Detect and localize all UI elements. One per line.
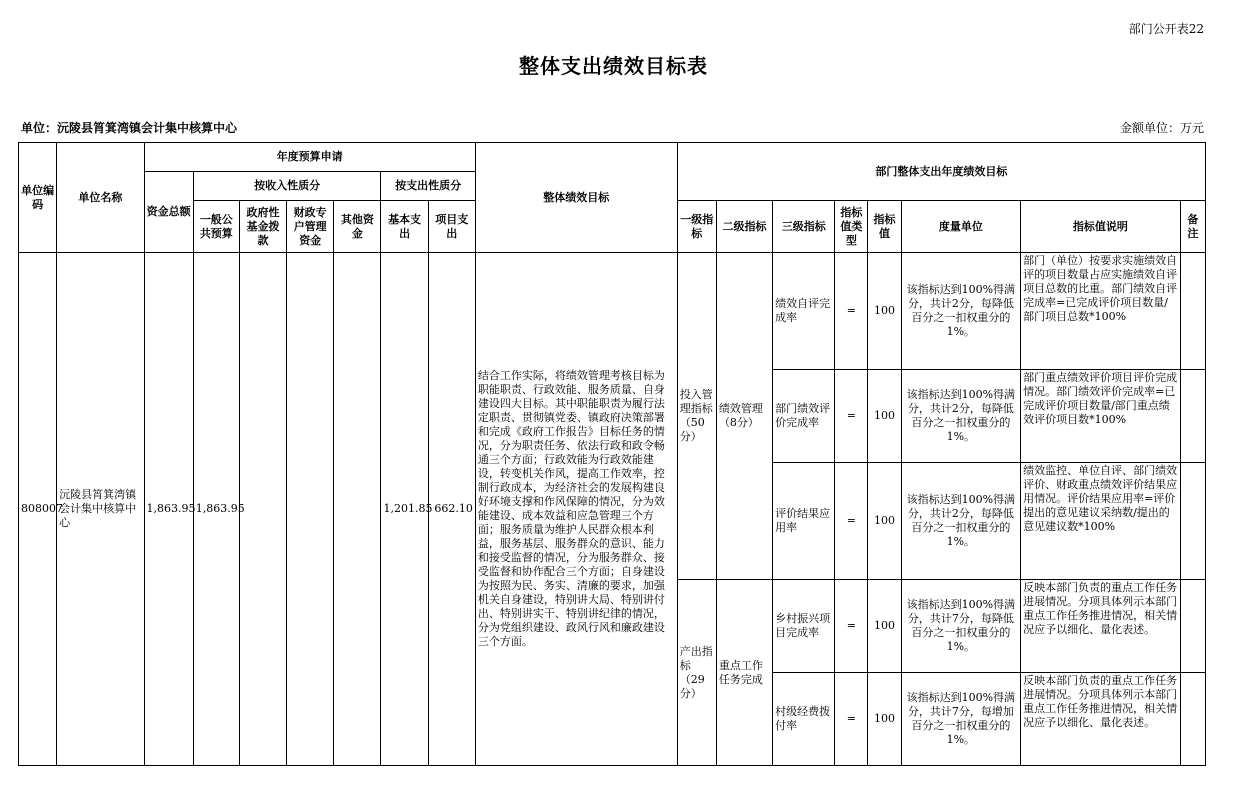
value-type-cell: =: [835, 673, 868, 766]
header-total-funds: 资金总额: [144, 172, 193, 253]
value-cell: 100: [868, 580, 901, 673]
level3-cell: 绩效自评完成率: [773, 253, 835, 370]
remark-cell: [1180, 673, 1205, 766]
value-cell: 100: [868, 673, 901, 766]
remark-cell: [1180, 463, 1205, 580]
performance-table: [18, 142, 1206, 766]
unit-name-cell: 沅陵县筲箕湾镇会计集中核算中心: [57, 253, 144, 766]
remark-cell: [1180, 253, 1205, 370]
table-row: [19, 253, 1206, 370]
header-annual-budget: 年度预算申请: [144, 143, 475, 172]
other-fund-cell: [334, 253, 381, 766]
general-budget-cell: 1,863.95: [193, 253, 239, 766]
header-by-expense: 按支出性质分: [381, 172, 475, 201]
header-other-fund: 其他资金: [334, 201, 381, 253]
header-gov-fund: 政府性基金拨款: [239, 201, 286, 253]
project-expense-cell: 662.10: [428, 253, 475, 766]
value-type-cell: =: [835, 580, 868, 673]
measure-cell: 该指标达到100%得满分，共计2分，每降低百分之一扣权重分的1%。: [901, 253, 1021, 370]
value-type-cell: =: [835, 253, 868, 370]
header-level3: 三级指标: [773, 201, 835, 253]
table-code: 部门公开表22: [1128, 22, 1204, 36]
measure-cell: 该指标达到100%得满分，共计7分，每降低百分之一扣权重分的1%。: [901, 580, 1021, 673]
header-overall-goal: 整体绩效目标: [475, 143, 677, 253]
value-desc-cell: 反映本部门负责的重点工作任务进展情况。分项具体列示本部门重点工作任务推进情况，相关情况应予以细化、量化表述。: [1023, 674, 1178, 729]
remark-cell: [1180, 580, 1205, 673]
total-funds-cell: 1,863.95: [144, 253, 193, 766]
gov-fund-cell: [239, 253, 286, 766]
value-desc-cell: 部门重点绩效评价项目评价完成情况。部门绩效评价完成率=已完成评价项目数量/部门重点绩效评价项目数*100%: [1023, 371, 1178, 426]
money-unit-label: 金额单位：万元: [1119, 121, 1204, 135]
unit-code-cell: 808007: [19, 253, 57, 766]
header-measure-unit: 度量单位: [901, 201, 1021, 253]
header-general-budget: 一般公共预算: [193, 201, 239, 253]
value-desc-cell: 绩效监控、单位自评、部门绩效评价、财政重点绩效评价结果应用情况。评价结果应用率=评价提出的意见建议采纳数/提出的意见建议数*100%: [1023, 464, 1178, 533]
measure-cell: 该指标达到100%得满分，共计2分，每降低百分之一扣权重分的1%。: [901, 370, 1021, 463]
header-unit-name: 单位名称: [57, 143, 144, 253]
value-type-cell: =: [835, 463, 868, 580]
header-by-income: 按收入性质分: [193, 172, 381, 201]
header-unit-code: 单位编码: [19, 143, 57, 253]
value-cell: 100: [868, 463, 901, 580]
value-cell: 100: [868, 370, 901, 463]
level1-cell: 投入管理指标（50分）: [677, 253, 716, 580]
header-basic-expense: 基本支出: [381, 201, 428, 253]
overall-goal-cell: 结合工作实际，将绩效管理考核目标为职能职责、行政效能、服务质量、自身建设四大目标。其中职能职责为履行法定职责、贯彻镇党委、镇政府决策部署和完成《政府工作报告》目标任务的情况，分为职责任务、依法行政和政令畅通三个方面；行政效能为行政效能建设，转变机关作风，提高工作效率，控制行政成本，为经济社会的发展构建良好环境支撑和作风保障的情况，分为效能建设、成本效益和应急管理三个方面；服务质量为维护人民群众根本利益，服务基层、服务群众的意识、能力和接受监督的情况，分为服务群众、接受监督和协作配合三个方面；自身建设为按照为民、务实、清廉的要求，加强机关自身建设，特别讲大局、特别讲付出、特别讲实干、特别讲纪律的情况，分为党组织建设、政风行风和廉政建设三个方面。: [475, 253, 677, 766]
level3-cell: 部门绩效评价完成率: [773, 370, 835, 463]
header-value-desc: 指标值说明: [1021, 201, 1181, 253]
header-project-expense: 项目支出: [428, 201, 475, 253]
measure-cell: 该指标达到100%得满分，共计2分，每降低百分之一扣权重分的1%。: [901, 463, 1021, 580]
header-level1: 一级指标: [677, 201, 716, 253]
level3-cell: 评价结果应用率: [773, 463, 835, 580]
value-type-cell: =: [835, 370, 868, 463]
header-value-type: 指标值类型: [835, 201, 868, 253]
page-title: 整体支出绩效目标表: [519, 54, 708, 78]
level1-cell: 产出指标（29分）: [677, 580, 716, 766]
value-desc-cell: 反映本部门负责的重点工作任务进展情况。分项具体列示本部门重点工作任务推进情况，相关情况应予以细化、量化表述。: [1023, 581, 1178, 636]
value-cell: 100: [868, 253, 901, 370]
basic-expense-cell: 1,201.85: [381, 253, 428, 766]
header-dept-goal: 部门整体支出年度绩效目标: [677, 143, 1205, 201]
remark-cell: [1180, 370, 1205, 463]
header-special-fund: 财政专户管理资金: [287, 201, 334, 253]
header-value: 指标值: [868, 201, 901, 253]
unit-label: 单位：沅陵县筲箕湾镇会计集中核算中心: [21, 121, 238, 135]
level3-cell: 乡村振兴项目完成率: [773, 580, 835, 673]
value-desc-cell: 部门（单位）按要求实施绩效自评的项目数量占应实施绩效自评项目总数的比重。部门绩效自评完成率=已完成评价项目数量/部门项目总数*100%: [1023, 254, 1178, 323]
header-remark: 备注: [1180, 201, 1205, 253]
level2-cell: 重点工作任务完成: [716, 580, 772, 766]
level3-cell: 村级经费拨付率: [773, 673, 835, 766]
measure-cell: 该指标达到100%得满分，共计7分，每增加百分之一扣权重分的1%。: [901, 673, 1021, 766]
special-fund-cell: [287, 253, 334, 766]
header-level2: 二级指标: [716, 201, 772, 253]
level2-cell: 绩效管理（8分）: [716, 253, 772, 580]
